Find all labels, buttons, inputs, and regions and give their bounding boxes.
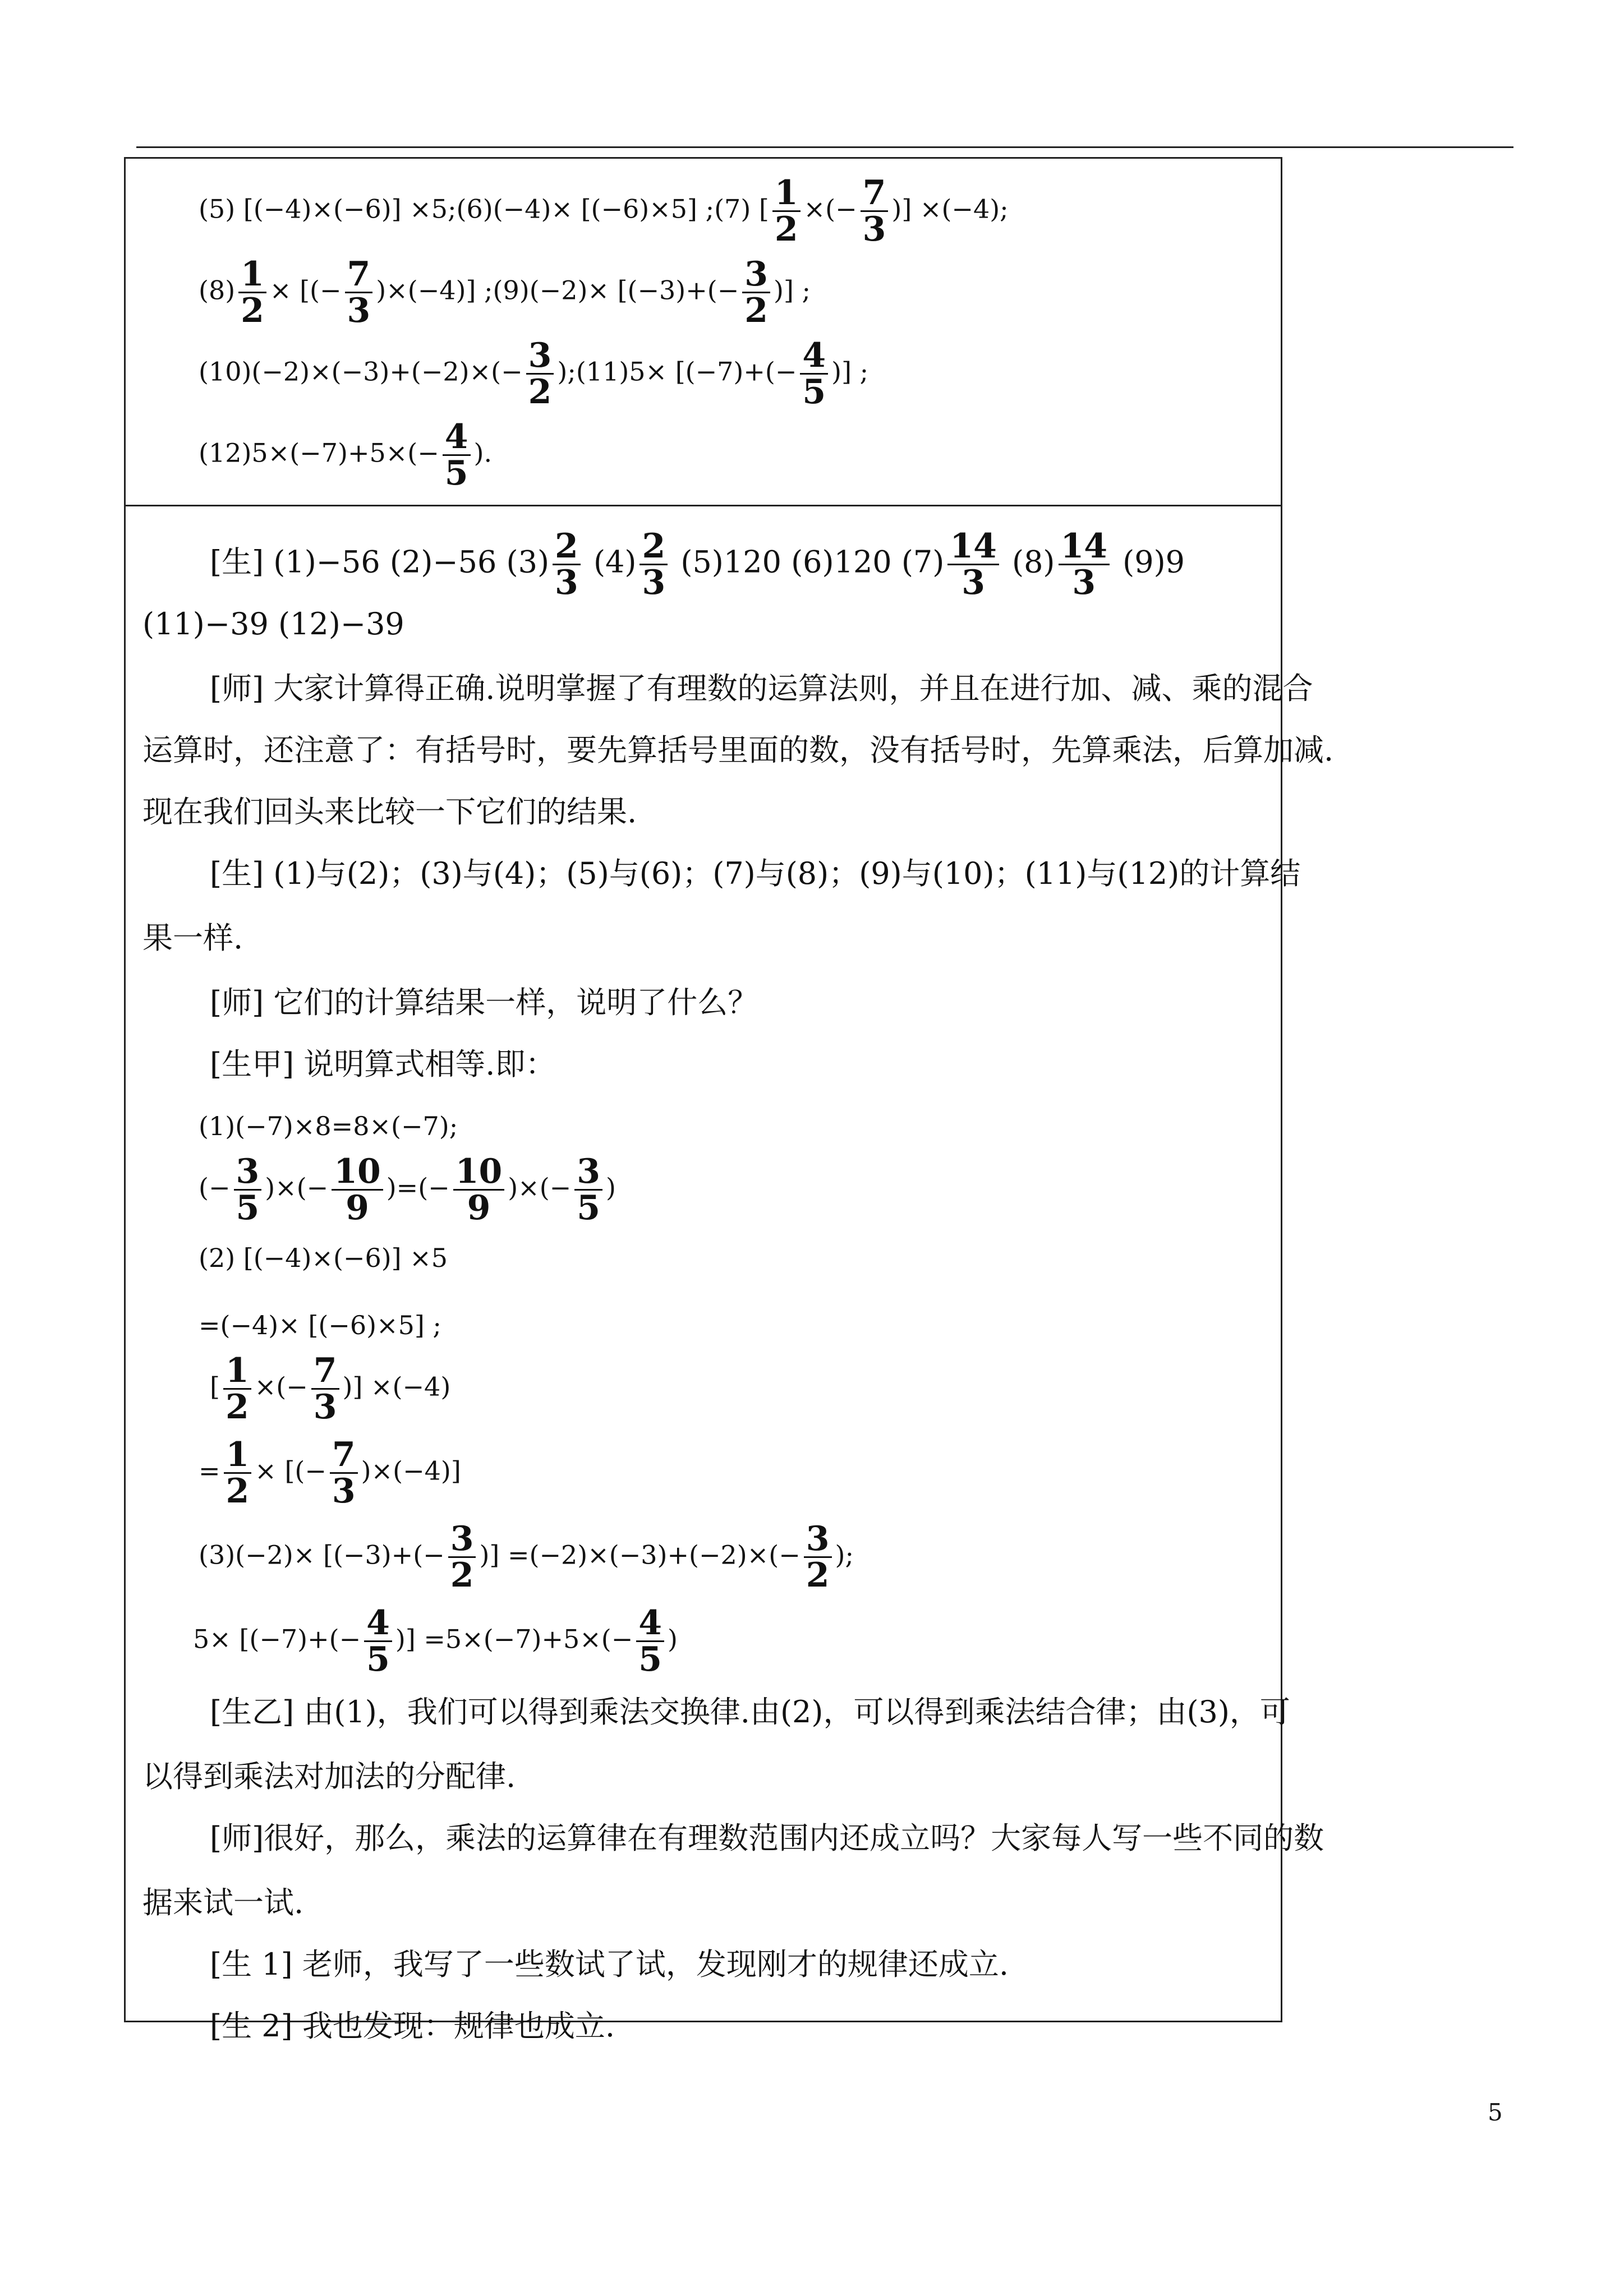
teacher-remark-1c: 现在我们回头来比较一下它们的结果. [142,794,637,829]
problem-text: (10)(−2)×(−3)+(−2)×(− [199,356,523,387]
page-number: 5 [1488,2099,1503,2126]
student-remark-1a: [生] (1)与(2)；(3)与(4)；(5)与(6)；(7)与(8)；(9)与(10)；(11)与(12)的计算结 [210,856,1301,891]
equation-5: [ $\frac{1}{2}$ ×(− $\frac{7}{3}$ )] ×(−4) [210,1351,451,1427]
fraction: $\frac{3}{5}$ [234,1154,262,1225]
fraction: $\frac{4}{5}$ [800,338,828,409]
problem-text: )×(−4)] ;(9)(−2)× [(−3)+(− [376,275,739,306]
fraction: $\frac{14}{3}$ [947,529,999,600]
student-b-remark-b: 以得到乘法对加法的分配律. [142,1759,516,1794]
equation-3: (2) [(−4)×(−6)] ×5 [199,1243,448,1273]
student-remark-1b: 果一样. [142,920,243,956]
teacher-remark-1a: [师] 大家计算得正确.说明掌握了有理数的运算法则，并且在进行加、减、乘的混合 [210,671,1313,706]
problem-text: ). [473,437,493,468]
problem-text: × [(− [269,275,342,306]
exercise-cell [126,159,1281,506]
equation-2: (− $\frac{3}{5}$ )×(− $\frac{10}{9}$ )=(− $\frac{10}{9}$ )×(− $\frac{3}{5}$ ) [199,1152,616,1228]
fraction: $\frac{7}{3}$ [311,1353,339,1424]
fraction: $\frac{1}{2}$ [224,1437,252,1509]
teacher-remark-3a: [师]很好，那么，乘法的运算律在有理数范围内还成立吗？大家每人写一些不同的数 [210,1820,1324,1856]
dialogue-cell [126,506,1334,2044]
problem-line-3 [199,336,869,412]
fraction: $\frac{7}{3}$ [861,176,889,247]
problem-line-1 [199,173,1009,249]
fraction: $\frac{3}{5}$ [574,1154,602,1225]
fraction: $\frac{4}{5}$ [364,1606,392,1677]
student-b-remark-a: [生乙] 由(1)，我们可以得到乘法交换律.由(2)，可以得到乘法结合律；由(3)，可 [210,1694,1290,1730]
student-2-remark: [生 2] 我也发现：规律也成立. [210,2008,615,2044]
fraction: $\frac{3}{2}$ [526,338,554,409]
problem-line-2 [199,257,811,328]
problem-text: (5) [(−4)×(−6)] ×5;(6)(−4)× [(−6)×5] ;(7) [ [199,193,769,224]
fraction: $\frac{3}{2}$ [742,257,770,328]
student-a-remark: [生甲] 说明算式相等.即： [210,1046,556,1082]
fraction: $\frac{7}{3}$ [330,1437,358,1509]
lesson-table [124,157,1334,2044]
equation-7: (3)(−2)× [(−3)+(− $\frac{3}{2}$ )] =(−2)×(−3)+(−2)×(− $\frac{3}{2}$ ); [199,1519,854,1595]
problem-text: )] ×(−4); [891,193,1009,224]
problem-text: )] ; [831,356,869,387]
teacher-remark-2: [师] 它们的计算结果一样，说明了什么？ [210,985,758,1020]
fraction: $\frac{7}{3}$ [345,257,373,328]
fraction: $\frac{3}{2}$ [804,1522,832,1593]
fraction: $\frac{3}{2}$ [448,1522,476,1593]
answers-line-1: [生] (1)−56 (2)−56 (3) $\frac{2}{3}$ (4) $\frac{2}{3}$ (5)120 (6)120 (7) $\frac{14}{3}$ (8) $\frac{14}{3}$ (9)9 [210,527,1185,602]
equation-1: (1)(−7)×8=8×(−7); [199,1111,458,1141]
student-1-remark: [生 1] 老师，我写了一些数试了试，发现刚才的规律还成立. [210,1947,1009,1982]
fraction: $\frac{10}{9}$ [332,1154,383,1225]
fraction: $\frac{14}{3}$ [1059,529,1110,600]
teacher-remark-3b: 据来试一试. [142,1885,304,1920]
fraction: $\frac{4}{5}$ [636,1606,664,1677]
fraction: $\frac{4}{5}$ [443,419,471,491]
fraction: $\frac{1}{2}$ [772,176,801,247]
problem-line-4 [199,419,492,491]
fraction: $\frac{10}{9}$ [453,1154,505,1225]
problem-text: ×(− [803,193,857,224]
header-rule [136,146,1513,148]
equation-4: =(−4)× [(−6)×5] ; [199,1310,441,1340]
fraction: $\frac{1}{2}$ [238,257,266,328]
fraction: $\frac{2}{3}$ [553,529,581,600]
problem-text: (8) [199,275,236,306]
answers-line-2: (11)−39 (12)−39 [142,606,404,642]
problem-text: )] ; [774,275,811,306]
equation-6: = $\frac{1}{2}$ × [(− $\frac{7}{3}$ )×(−4)] [199,1435,461,1511]
fraction: $\frac{2}{3}$ [640,529,668,600]
problem-text: );(11)5× [(−7)+(− [557,356,797,387]
equation-8: 5× [(−7)+(− $\frac{4}{5}$ )] =5×(−7)+5×(− $\frac{4}{5}$ ) [193,1603,678,1679]
problem-text: (12)5×(−7)+5×(− [199,437,439,468]
fraction: $\frac{1}{2}$ [223,1353,251,1424]
teacher-remark-1b: 运算时，还注意了：有括号时，要先算括号里面的数，没有括号时，先算乘法，后算加减. [142,732,1334,768]
